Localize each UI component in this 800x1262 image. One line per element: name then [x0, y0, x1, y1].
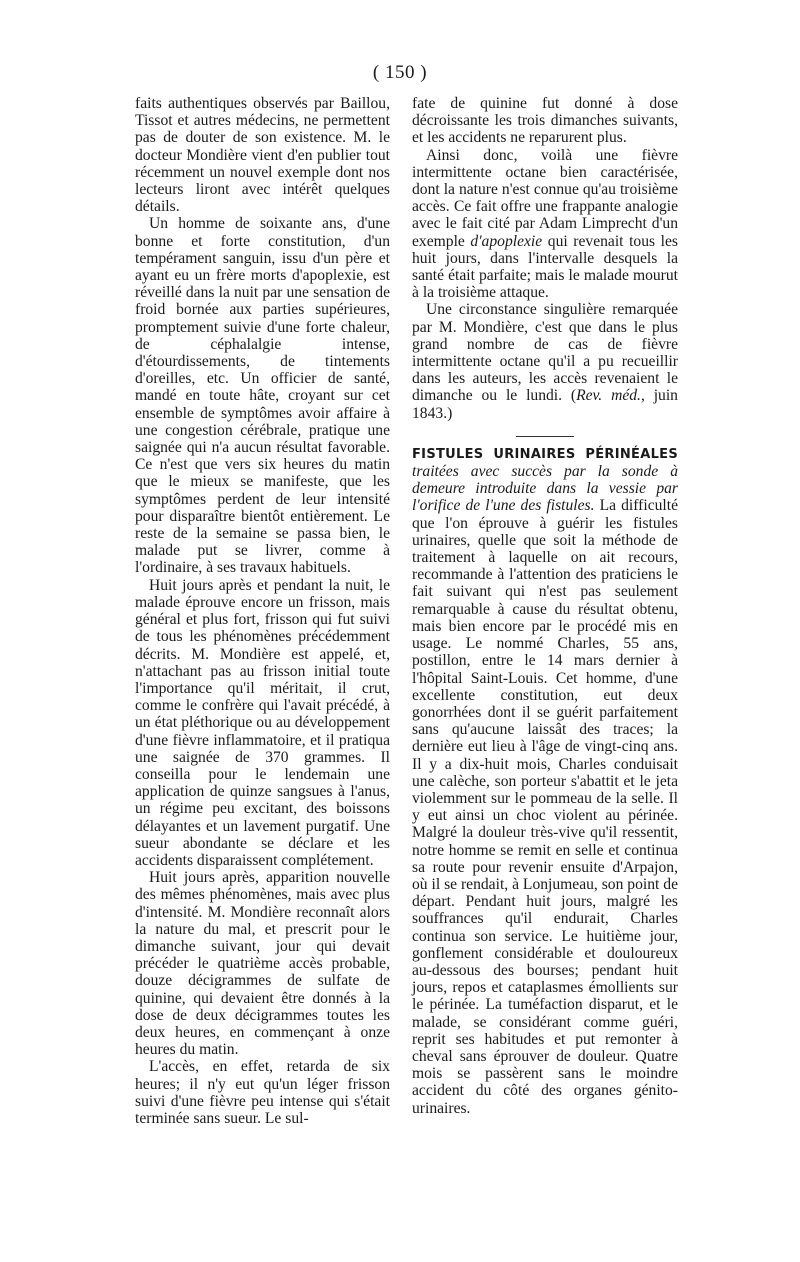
paragraph-fourth-attack: L'accès, en effet, retarda de six heures; il n'y eut qu'un léger frisson suivi d'une fièvre peu intense qui s'était terminée sans sueur. Le sul-	[135, 1058, 390, 1127]
citation-date: , juin 1843.)	[412, 387, 678, 422]
section-body: La difficulté que l'on éprouve à guérir les fistules urinaires, quelle que soit la méthode de traitement à laquelle on ait recours, recommande à l'attention des praticiens le fait suivant qui n'est pas seulement remarquable à cause du résultat obtenu, mais bien encore par le procédé mis en usage. Le nommé Charles, 55 ans, postillon, entre le 14 mars dernier à l'hôpital Saint-Louis. Cet homme, d'une excellente constitution, eut deux gonorrhées dont il se guérit parfaitement sans qu'aucune laissât des traces; la dernière eut lieu à l'âge de vingt-cinq ans. Il y a dix-huit mois, Charles conduisait une calèche, son porteur s'abattit et le jeta violemment sur le pommeau de la selle. Il y eut ainsi un choc violent au périnée. Malgré la douleur très-vive qu'il ressentit, notre homme se remit en selle et continua sa route pour revenir ensuite d'Arpajon, où il se rendait, à Lonjumeau, son point de départ. Pendant huit jours, malgré les souffrances qu'il endurait, Charles continua son service. Le huitième jour, gonflement considérable et douloureux au-dessous des bourses; pendant huit jours, repos et cataplasmes émollients sur le périnée. La tuméfaction disparut, et le malade, se considérant comme guéri, reprit ses habitudes et put remonter à cheval sans éprouver de douleur. Quatre mois se passèrent sans le moindre accident du côté des organes génito-urinaires.	[412, 497, 678, 1117]
paragraph-case-description: Un homme de soixante ans, d'une bonne et forte constitution, d'un tempérament sanguin, issu d'un père et ayant eu un frère morts d'apoplexie, est réveillé dans la nuit par une sensation de froid bornée aux parties supérieures, promptement suivie d'une forte chaleur, de céphalalgie intense, d'étourdissements, de tintements d'oreilles, etc. Un officier de santé, mandé en toute hâte, croyant sur cet ensemble de symptômes avoir affaire à une congestion cérébrale, pratique une saignée qui n'a aucun résultat favorable. Ce n'est que vers six heures du matin que le mieux se manifeste, que les symptômes perdent de leur intensité pour disparaître bientôt entièrement. Le reste de la semaine se passa bien, le malade put se livrer, comme à l'ordinaire, à ses travaux habituels.	[135, 215, 390, 577]
italic-term: d'apoplexie	[470, 232, 543, 250]
section-fistules	[412, 436, 678, 1117]
paragraph-sunday-observation	[412, 301, 678, 421]
paragraph-second-attack: Huit jours après et pendant la nuit, le malade éprouve encore un frisson, mais général et plus fort, frisson qui fut suivi de tous les phénomènes précédemment décrits. M. Mondière est appelé, et, n'attachant pas au frisson initial toute l'importance qu'il méritait, il crut, comme le confrère qui l'avait précédé, à un état pléthorique ou au développement d'une fièvre inflammatoire, et il pratiqua une saignée de 370 grammes. Il conseilla pour le lendemain une application de quinze sangsues à l'anus, un régime peu excitant, des boissons délayantes et un lavement purgatif. Une sueur abondante se déclare et les accidents disparaissent complétement.	[135, 576, 390, 869]
right-column	[412, 95, 678, 1117]
paragraph-continuation: faits authentiques observés par Baillou, Tissot et autres médecins, ne permettent pas de douter de son existence. M. le docteur Mondière vient d'en publier tout récemment un nouvel exemple dont nos lecteurs liront avec intérêt quelques détails.	[135, 95, 390, 216]
text-segment: qui revenait tous les huit jours, dans l'intervalle desquels la santé était parfaite; mais le malade mourut à la troisième attaque.	[412, 232, 678, 302]
paragraph-octane-fever	[412, 147, 678, 302]
text-segment: Ainsi donc, voilà une fièvre intermittente octane bien caractérisée, dont la nature n'est connue qu'au troisième accès. Ce fait offre une frappante analogie avec le fait cité par Adam Limprecht d'un exemple	[412, 146, 678, 250]
page-number: ( 150 )	[372, 62, 428, 83]
section-heading: FISTULES URINAIRES PÉRINÉALES	[412, 446, 678, 462]
text-segment: Une circonstance singulière remarquée par M. Mondière, c'est que dans le plus grand nombre de cas de fièvre intermittente octane qu'il a pu recueillir dans les auteurs, les accès revenaient le dimanche ou le lundi. (	[412, 301, 678, 405]
paragraph-third-attack: Huit jours après, apparition nouvelle des mêmes phénomènes, mais avec plus d'intensité. M. Mondière reconnaît alors la nature du mal, et prescrit pour le dimanche suivant, jour qui devait précéder le quatrième accès probable, douze décigrammes de sulfate de quinine, qui devaient être donnés à la dose de deux décigrammes toutes les deux heures, en commençant à onze heures du matin.	[135, 869, 390, 1059]
citation-source: Rev. méd.	[576, 387, 641, 405]
left-column	[135, 95, 390, 1127]
section-subheading: traitées avec succès par la sonde à demeure introduite dans la vessie par l'orifice de l'une des fistules.	[412, 463, 678, 515]
paragraph-quinine-continuation: fate de quinine fut donné à dose décroissante les trois dimanches suivants, et les accidents ne reparurent plus.	[412, 95, 678, 147]
